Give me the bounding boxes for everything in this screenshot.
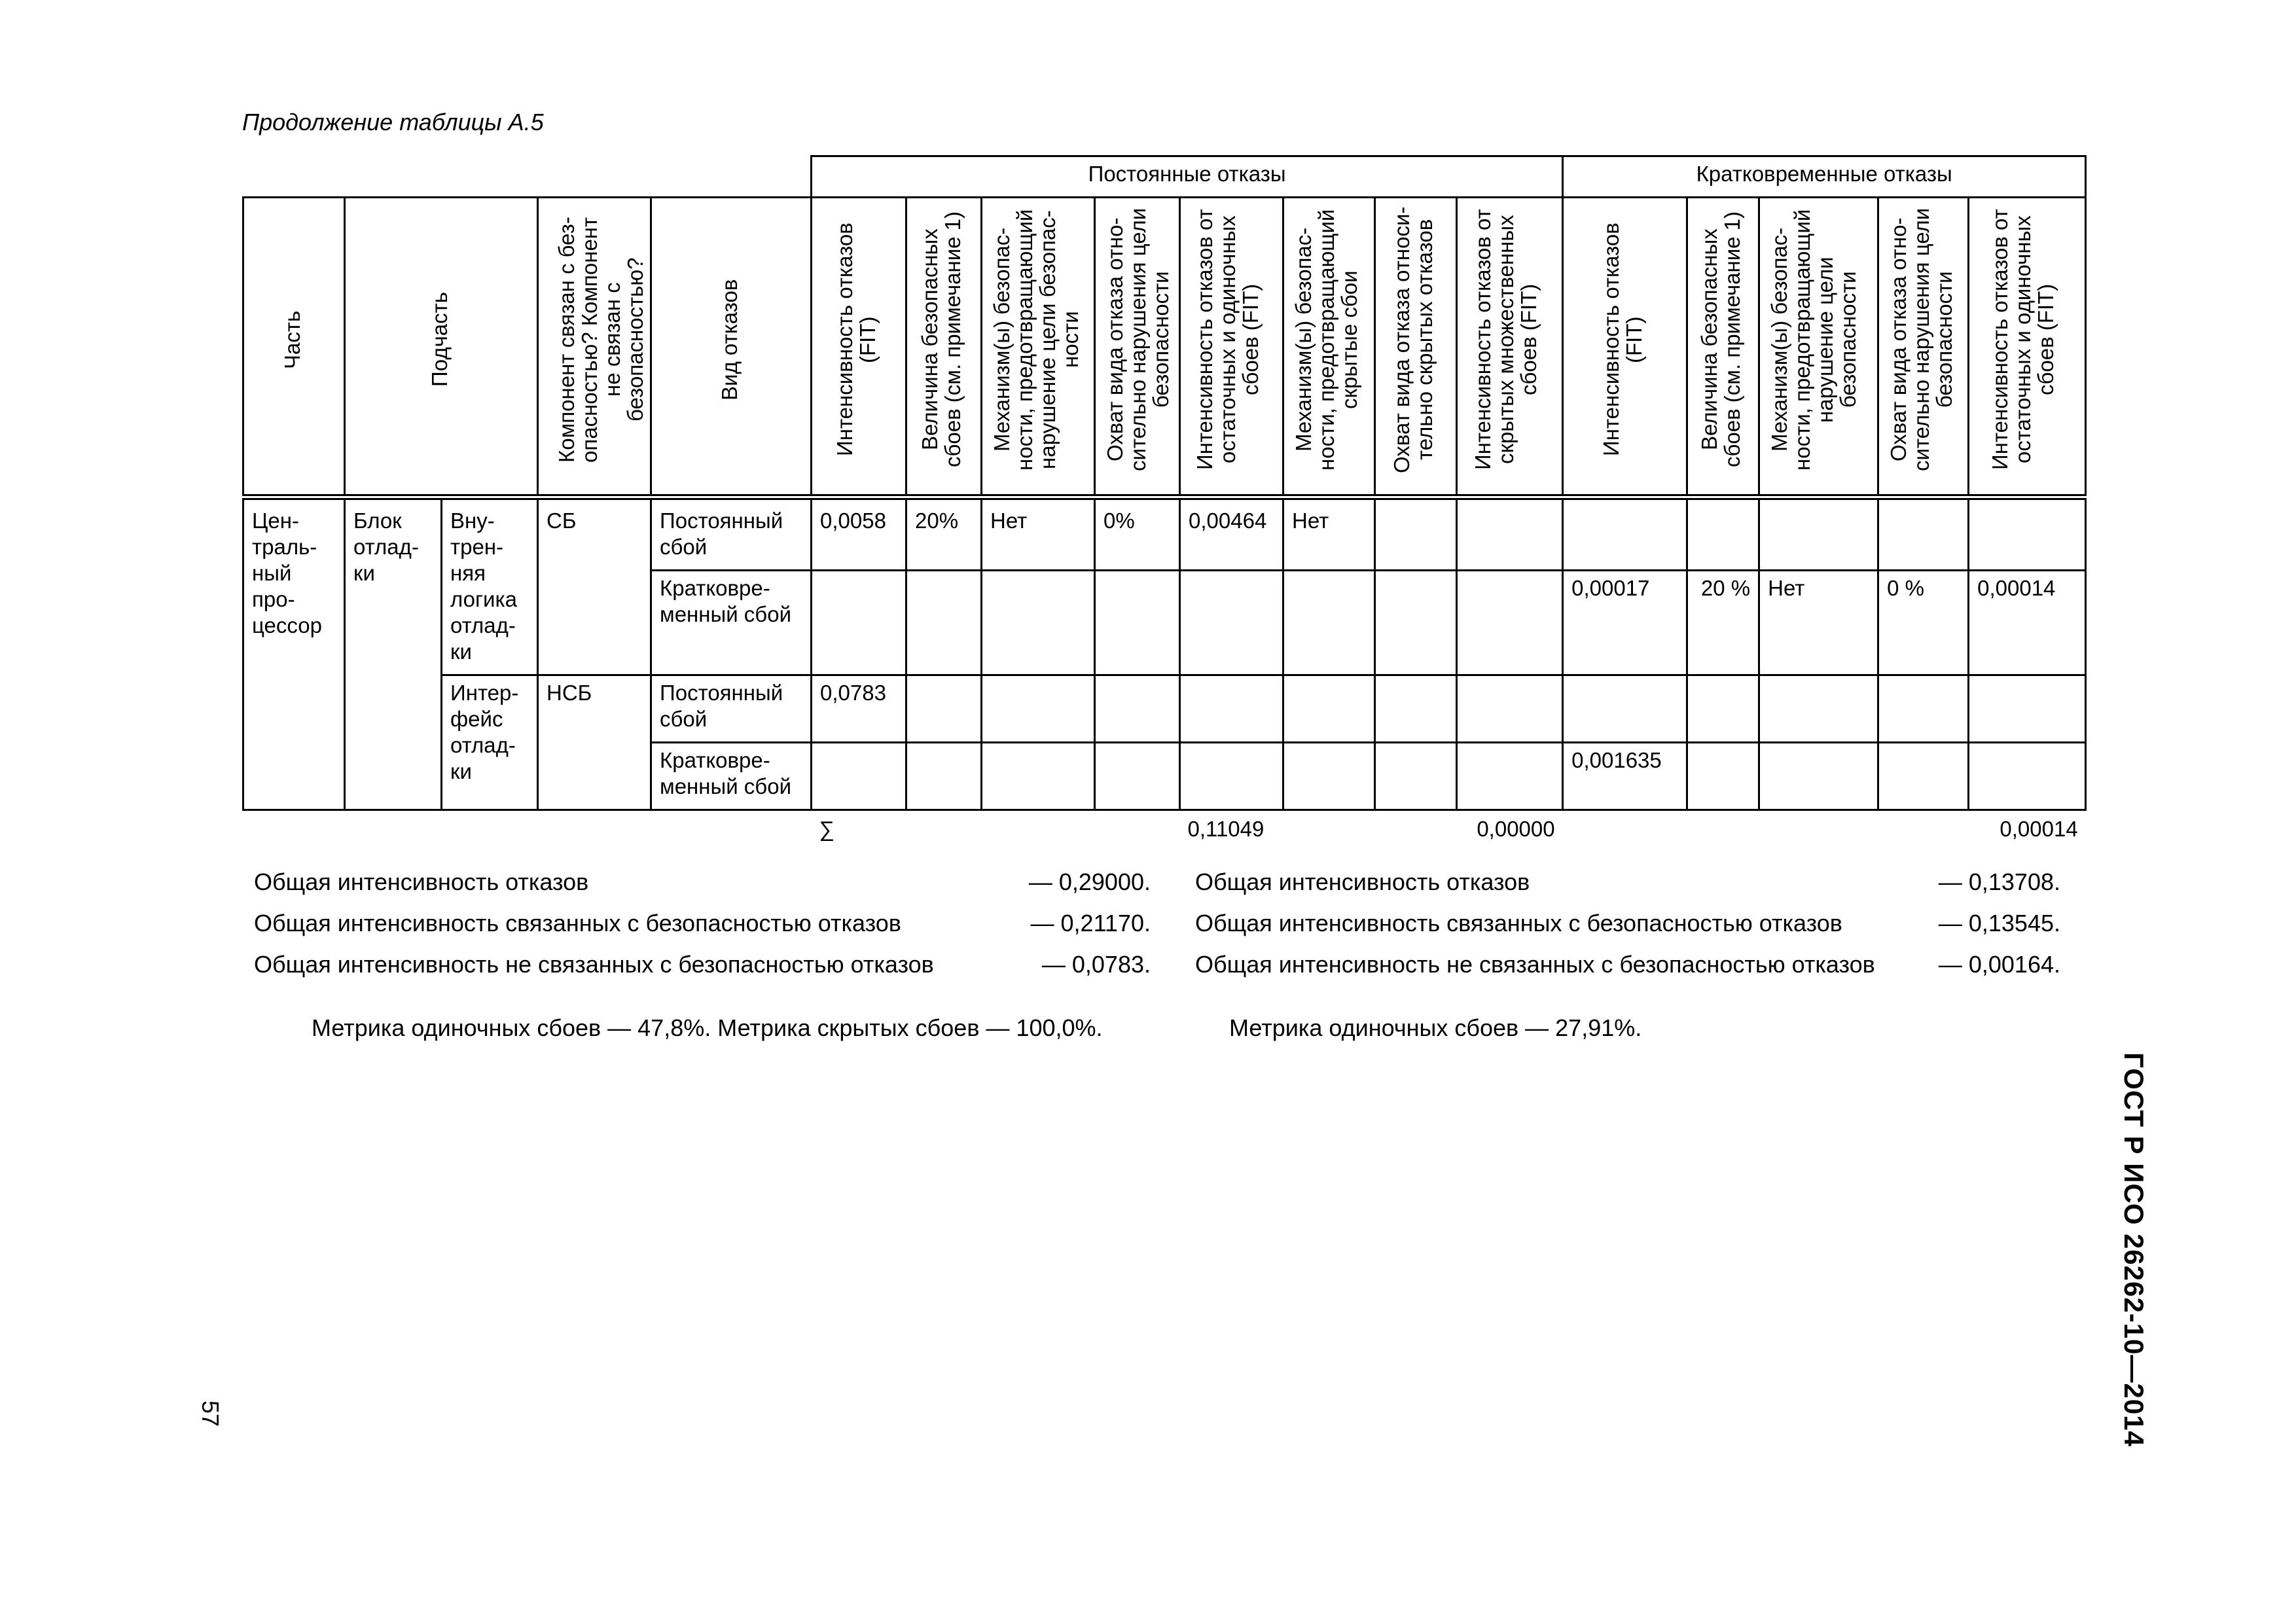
cell-p-res: 0,00464: [1180, 497, 1283, 571]
cell-p-res: [1180, 571, 1283, 675]
cell-p-fit: [812, 743, 906, 810]
col-p-residual-fit-header: Интенсивность отказов от остаточных и одиночных сбоев (FIT): [1180, 198, 1283, 497]
col-safety-related-header: Компонент связан с безопасностью? Компонент не связан с безопасностью?: [538, 198, 651, 497]
col-failure-mode-header: Вид отказов: [651, 198, 812, 497]
cell-t-safe: [1687, 497, 1759, 571]
cell-part: Центральный процессор: [243, 497, 345, 810]
cell-safety: НСБ: [538, 675, 651, 810]
cell-p-fit: 0,0783: [812, 675, 906, 743]
cell-mode: Кратковременный сбой: [651, 743, 812, 810]
cell-p-mech-latent: [1283, 571, 1375, 675]
sum-t-residual: 0,00014: [2000, 817, 2078, 841]
cell-p-safe: [906, 675, 982, 743]
totals-permanent: [254, 861, 1151, 985]
cell-p-fit: 0,0058: [812, 497, 906, 571]
col-subpart-header: Подчасть: [345, 198, 538, 497]
cell-p-res: [1180, 743, 1283, 810]
sum-symbol: ∑: [819, 817, 835, 841]
cell-p-cov-latent: [1375, 675, 1457, 743]
cell-t-cov: [1878, 675, 1969, 743]
cell-t-mech: [1759, 497, 1878, 571]
cell-t-res: [1969, 675, 2086, 743]
cell-t-fit: [1563, 497, 1687, 571]
col-p-cov-violation-header: Охват вида отказа относительно нарушения цели безопасности: [1095, 198, 1180, 497]
cell-t-res: [1969, 743, 2086, 810]
col-t-fit-header: Интенсивность отказов (FIT): [1563, 198, 1687, 497]
cell-t-res: 0,00014: [1969, 571, 2086, 675]
cell-t-safe: [1687, 743, 1759, 810]
totals-transient: [1195, 861, 2060, 985]
cell-p-cov: 0%: [1095, 497, 1180, 571]
cell-p-mech: Нет: [982, 497, 1095, 571]
col-p-mech-latent-header: Механизм(ы) безопасности, предотвращающий скрытые сбои: [1283, 198, 1375, 497]
total-row: Общая интенсивность отказов — 0,29000.: [254, 868, 1151, 895]
col-t-residual-fit-header: Интенсивность отказов от остаточных и одиночных сбоев (FIT): [1969, 198, 2086, 497]
cell-mode: Кратковременный сбой: [651, 571, 812, 675]
cell-t-fit: [1563, 675, 1687, 743]
cell-p-mech-latent: [1283, 675, 1375, 743]
failure-rate-table: [242, 155, 2087, 850]
cell-p-cov-latent: [1375, 497, 1457, 571]
total-row: Общая интенсивность отказов — 0,13708.: [1195, 868, 2060, 895]
cell-t-res: [1969, 497, 2086, 571]
cell-t-safe: [1687, 675, 1759, 743]
column-header-row: [243, 198, 2086, 497]
cell-p-mech: [982, 743, 1095, 810]
cell-t-mech: Нет: [1759, 571, 1878, 675]
total-row: Общая интенсивность не связанных с безопасностью отказов — 0,0783.: [254, 951, 1151, 978]
total-row: Общая интенсивность связанных с безопасностью отказов — 0,13545.: [1195, 910, 2060, 936]
header-blank: [243, 156, 812, 198]
cell-safety: СБ: [538, 497, 651, 675]
cell-mode: Постоянный сбой: [651, 497, 812, 571]
col-p-mech-violation-header: Механизм(ы) безопасности, предотвращающий нарушение цели безопасности: [982, 198, 1095, 497]
document-code: ГОСТ Р ИСО 26262-10—2014: [2119, 1052, 2149, 1447]
total-row: Общая интенсивность связанных с безопасностью отказов — 0,21170.: [254, 910, 1151, 936]
col-p-cov-latent-header: Охват вида отказа относительно скрытых отказов: [1375, 198, 1457, 497]
metric-transient: Метрика одиночных сбоев — 27,91%.: [1229, 1014, 1642, 1041]
col-p-fit-header: Интенсивность отказов (FIT): [812, 198, 906, 497]
cell-p-mech-latent: [1283, 743, 1375, 810]
cell-p-res: [1180, 675, 1283, 743]
sum-p-latent: 0,00000: [1477, 817, 1555, 841]
cell-t-cov: [1878, 497, 1969, 571]
cell-p-cov-latent: [1375, 743, 1457, 810]
total-row: Общая интенсивность не связанных с безопасностью отказов — 0,00164.: [1195, 951, 2060, 978]
group-permanent-failures: Постоянные отказы: [812, 156, 1563, 198]
metric-permanent: Метрика одиночных сбоев — 47,8%. Метрика скрытых сбоев — 100,0%.: [312, 1014, 1103, 1041]
cell-p-latent-fit: [1457, 675, 1563, 743]
cell-p-cov-latent: [1375, 571, 1457, 675]
cell-p-mech-latent: Нет: [1283, 497, 1375, 571]
cell-p-latent-fit: [1457, 743, 1563, 810]
cell-mode: Постоянный сбой: [651, 675, 812, 743]
cell-p-cov: [1095, 675, 1180, 743]
cell-t-cov: [1878, 743, 1969, 810]
col-t-safe-fraction-header: Величина безопасных сбоев (см. примечание 1): [1687, 198, 1759, 497]
table-row: [243, 675, 2086, 743]
cell-p-latent-fit: [1457, 571, 1563, 675]
cell-p-fit: [812, 571, 906, 675]
sum-p-residual: 0,11049: [1187, 817, 1265, 841]
cell-subpart: Блок отладки: [345, 497, 442, 810]
table-caption: Продолжение таблицы А.5: [242, 109, 544, 135]
col-t-cov-violation-header: Охват вида отказа относительно нарушения цели безопасности: [1878, 198, 1969, 497]
col-p-latent-fit-header: Интенсивность отказов от скрытых множественных сбоев (FIT): [1457, 198, 1563, 497]
cell-p-cov: [1095, 571, 1180, 675]
col-t-mech-violation-header: Механизм(ы) безопасности, предотвращающий нарушение цели безопасности: [1759, 198, 1878, 497]
col-p-safe-fraction-header: Величина безопасных сбоев (см. примечание 1): [906, 198, 982, 497]
cell-t-safe: 20 %: [1687, 571, 1759, 675]
group-header-row: [243, 156, 2086, 198]
cell-component: Интерфейс отладки: [442, 675, 538, 810]
page-number: 57: [197, 1400, 224, 1427]
group-transient-failures: Кратковременные отказы: [1563, 156, 2086, 198]
cell-p-latent-fit: [1457, 497, 1563, 571]
cell-p-cov: [1095, 743, 1180, 810]
cell-t-mech: [1759, 675, 1878, 743]
cell-p-safe: [906, 571, 982, 675]
cell-p-safe: 20%: [906, 497, 982, 571]
cell-t-fit: 0,00017: [1563, 571, 1687, 675]
cell-p-mech: [982, 571, 1095, 675]
sum-row: [243, 810, 2086, 851]
cell-t-mech: [1759, 743, 1878, 810]
cell-p-mech: [982, 675, 1095, 743]
col-part-header: Часть: [243, 198, 345, 497]
cell-p-safe: [906, 743, 982, 810]
cell-component: Внутренняя логика отладки: [442, 497, 538, 675]
table-row: [243, 497, 2086, 571]
cell-t-fit: 0,001635: [1563, 743, 1687, 810]
cell-t-cov: 0 %: [1878, 571, 1969, 675]
